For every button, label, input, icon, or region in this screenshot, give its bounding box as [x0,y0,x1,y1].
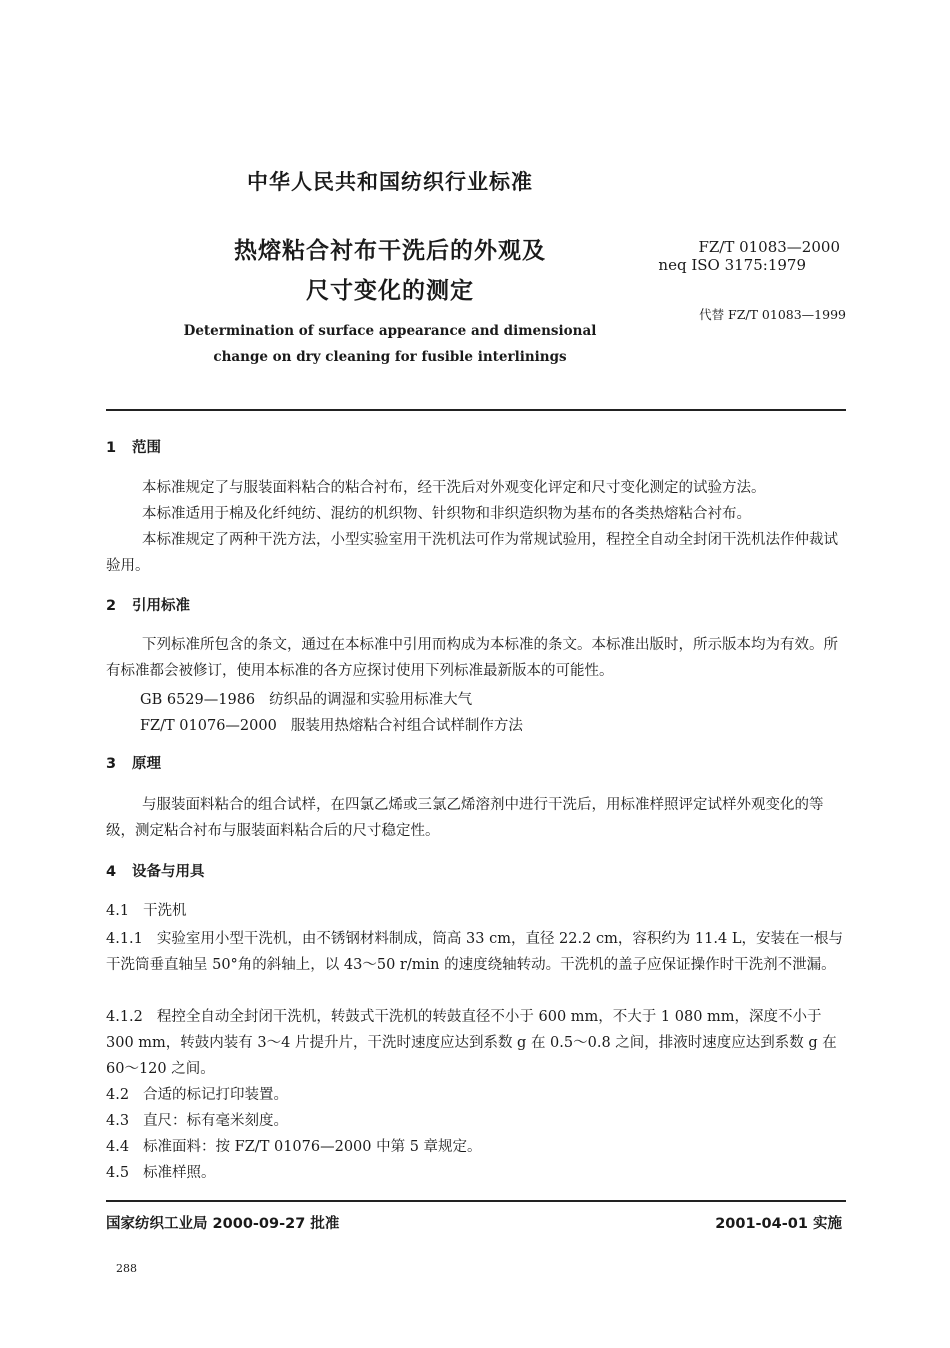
header-divider [106,409,846,411]
standard-code: FZ/T 01083—2000 [698,238,840,256]
clause-4-1-2 [106,1004,846,1082]
clause-4-5 [106,1161,216,1182]
section-1-number: 1 [106,440,117,456]
section-3-title: 原理 [132,756,161,772]
clause-4-3-number: 4.3 [106,1113,130,1129]
section-3-paragraph-1: 与服装面料粘合的组合试样，在四氯乙烯或三氯乙烯溶剂中进行干洗后，用标准样照评定试样外观变化的等级，测定粘合衬布与服装面料粘合后的尺寸稳定性。 [106,797,824,839]
clause-4-5-text: 标准样照。 [143,1165,216,1181]
section-3-number: 3 [106,756,117,772]
title-english-line2: change on dry cleaning for fusible interlinings [213,349,567,365]
clause-4-4 [106,1135,482,1156]
approval-date: 国家纺织工业局 2000-09-27 批准 [106,1216,340,1232]
clause-4-4-number: 4.4 [106,1139,130,1155]
clause-4-1 [106,899,187,920]
section-1-paragraph-1: 本标准规定了与服装面料粘合的粘合衬布，经干洗后对外观变化评定和尺寸变化测定的试验方法。 [142,480,766,496]
section-1-paragraph-3: 本标准规定了两种干洗方法，小型实验室用干洗机法可作为常规试验用，程控全自动全封闭干洗机法作仲裁试验用。 [106,532,838,574]
section-1-paragraph-2: 本标准适用于棉及化纤纯纺、混纺的机织物、针织物和非织造织物为基布的各类热熔粘合衬布。 [142,506,751,522]
footer-divider [106,1200,846,1202]
clause-4-1-1-number: 4.1.1 [106,931,143,947]
title-english-line1: Determination of surface appearance and dimensional [183,323,597,339]
section-3-heading [106,752,161,773]
reference-1 [140,688,472,709]
section-1-heading [106,436,161,457]
clause-4-1-number: 4.1 [106,903,130,919]
reference-2-code: FZ/T 01076—2000 [140,718,277,734]
reference-2 [140,714,523,735]
clause-4-1-1 [106,926,846,978]
clause-4-3-text: 直尺：标有毫米刻度。 [143,1113,289,1129]
clause-4-1-1-text: 实验室用小型干洗机，由不锈钢材料制成，筒高 33 cm，直径 22.2 cm，容积约为 11.4 L，安装在一根与干洗筒垂直轴呈 50°角的斜轴上，以 43～50 r/min 的速度绕轴转动。干洗机的盖子应保证操作时干洗剂不泄漏。 [106,931,843,973]
replaces-note: 代替 FZ/T 01083—1999 [699,307,846,322]
section-2-paragraph-1: 下列标准所包含的条文，通过在本标准中引用而构成为本标准的条文。本标准出版时，所示版本均为有效。所有标准都会被修订，使用本标准的各方应探讨使用下列标准最新版本的可能性。 [106,637,838,679]
clause-4-1-2-text: 程控全自动全封闭干洗机，转鼓式干洗机的转鼓直径不小于 600 mm，不大于 1 080 mm，深度不小于 300 mm，转鼓内装有 3～4 片提升片，干洗时速度应达到系数 g 在 0.5～0.8 之间，排液时速度应达到系数 g 在 60～120 之间。 [106,1009,837,1077]
effective-date: 2001-04-01 实施 [715,1216,842,1232]
clause-4-4-text: 标准面料：按 FZ/T 01076—2000 中第 5 章规定。 [143,1139,482,1155]
reference-1-title: 纺织品的调湿和实验用标准大气 [269,692,473,708]
clause-4-2-text: 合适的标记打印装置。 [143,1087,289,1103]
equivalence-note: neq ISO 3175:1979 [658,256,806,274]
section-4-number: 4 [106,864,117,880]
section-2-heading [106,594,190,615]
reference-2-title: 服装用热熔粘合衬组合试样制作方法 [290,718,523,734]
clause-4-1-text: 干洗机 [143,903,187,919]
clause-4-2-number: 4.2 [106,1087,130,1103]
section-2-number: 2 [106,598,117,614]
clause-4-2 [106,1083,288,1104]
title-chinese-line1: 热熔粘合衬布干洗后的外观及 [234,238,546,264]
issuing-body: 中华人民共和国纺织行业标准 [247,170,533,194]
reference-1-code: GB 6529—1986 [140,692,256,708]
clause-4-1-2-number: 4.1.2 [106,1009,143,1025]
section-4-title: 设备与用具 [132,864,205,880]
page-number: 288 [116,1262,137,1275]
title-chinese-line2: 尺寸变化的测定 [306,278,474,304]
clause-4-3 [106,1109,288,1130]
section-4-heading [106,860,205,881]
clause-4-5-number: 4.5 [106,1165,130,1181]
section-2-title: 引用标准 [132,598,190,614]
section-1-title: 范围 [132,440,161,456]
